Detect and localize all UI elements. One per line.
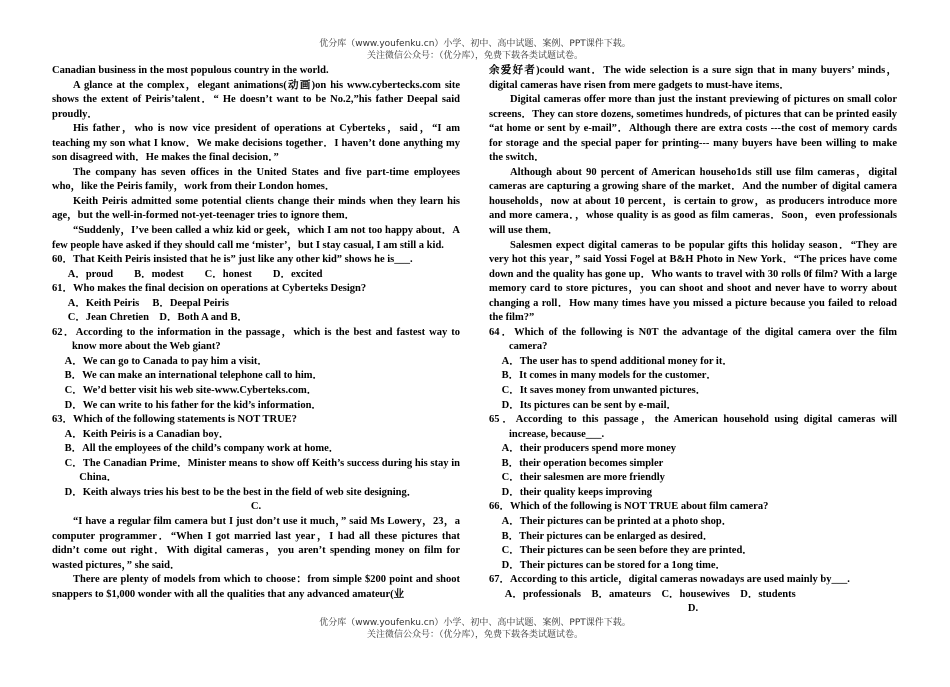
question-65-option-a: A．their producers spend more money <box>501 443 677 455</box>
passage-c-paragraph-3: Digital cameras offer more than just the instant previewing of pictures on small color screens．They can store dozens, sometimes hundreds, of pictures that can be printed easily “at home or sent by e-mail”．Although there are extra costs ---the cost of memory cards for storage and the special paper for printing--- many buyers have been willing to make the switch． <box>489 94 897 164</box>
passage-c-paragraph-1: “I have a regular film camera but I just don’t use it much，” said Ms Lowery，23，a computer programmer．“When I got married last year，I had all these pictures that didn’t come out right．With digital cameras，you aren’t spending money on film for wasted pictures，” she said． <box>52 515 460 571</box>
passage-b-paragraph-2: A glance at the complex，elegant animations(动画)on his www.cybertecks.com site shows the extent of Peiris’talent．“ He doesn’t want to be No.2,”his father Deepal said proudly． <box>52 79 460 120</box>
question-61: 61．Who makes the final decision on operations at Cyberteks Design? <box>52 283 367 295</box>
header-line-2: 关注微信公众号：（优分库），免费下载各类试题试卷。 <box>366 51 583 61</box>
question-62: 62．According to the information in the passage，which is the best and fastest way to know more about the Web giant? <box>52 326 460 353</box>
right-column <box>489 64 897 617</box>
passage-c-paragraph-2: There are plenty of models from which to choose：from simple $200 point and shoot snappers to $1,000 wonder with all the qualities that any advanced amateur(业 <box>52 574 460 600</box>
question-62-option-b: B．We can make an international telephone call to him． <box>64 370 324 382</box>
question-64-option-c: C．It saves money from unwanted pictures． <box>501 385 707 397</box>
question-66-option-d: D．Their pictures can be stored for a 1ong time． <box>501 559 726 571</box>
question-63-option-b: B．All the employees of the child’s company work at home． <box>64 443 340 455</box>
passage-c-paragraph-4: Although about 90 percent of American househo1ds still use film cameras，digital cameras are capturing a growing share of the market．And the number of digital camera households，now at about 10 percent，is certain to grow，as producers introduce more and more camera．，whose quality is as good as film cameras．Soon，even professionals will use them． <box>489 166 897 237</box>
passage-b-paragraph-3: His father，who is now vice president of operations at Cyberteks，said，“I am teaching my son what I know．We make decisions together．I haven’t done anything my son disagreed with．He makes the final decision．” <box>52 123 460 164</box>
question-63-option-d: D．Keith always tries his best to be the best in the field of web site designing． <box>64 486 418 498</box>
question-63-option-c: C．The Canadian Prime．Minister means to show off Keith’s success during his stay in China． <box>64 457 460 484</box>
question-62-option-a: A．We can go to Canada to pay him a visit． <box>64 355 268 367</box>
question-65-option-b: B．their operation becomes simpler <box>501 457 664 469</box>
question-66-option-c: C．Their pictures can be seen before they are printed． <box>501 545 753 557</box>
passage-b-paragraph-6: “Suddenly，I’ve been called a whiz kid or geek，which I am not too happy about．A few people have asked if they should call me ‘mister’，but I stay casual, I am still a kid. <box>52 225 460 251</box>
question-62-option-c: C．We’d better visit his web site-www.Cyberteks.com． <box>64 385 318 397</box>
passage-c-paragraph-5: Salesmen expect digital cameras to be popular gifts this holiday season．“They are very hot this year，” said Yossi Fogel at B&H Photo in New York．“The prices have come down and the quality has gone up．Who wants to travel with 30 rolls 0f film? With a large memory card to store pictures，you can shoot and shoot and never have to worry about changing a roll．How many times have you missed a picture because you failed to reload the film?” <box>489 239 897 324</box>
question-62-option-d: D．We can write to his father for the kid’s information． <box>64 399 322 411</box>
footer-line-1: 优分库（www.youfenku.cn）小学、初中、高中试题、案例、PPT课件下载。 <box>319 618 631 628</box>
question-65: 65．According to this passage，the American household using digital cameras will increase, because___. <box>489 414 897 440</box>
question-65-option-d: D．their quality keeps improving <box>501 486 653 498</box>
question-65-option-c: C．their salesmen are more friendly <box>501 472 665 484</box>
question-60: 60．That Keith Peiris insisted that he is” just like any other kid” shows he is___. <box>52 254 413 266</box>
question-67: 67．According to this article，digital cameras nowadays are used mainly by___. <box>489 574 850 586</box>
header-line-1: 优分库（www.youfenku.cn）小学、初中、高中试题、案例、PPT课件下载。 <box>319 39 631 49</box>
passage-b-paragraph-1: Canadian business in the most populous country in the world. <box>52 65 329 76</box>
question-64-option-a: A．The user has to spend additional money for it． <box>501 355 733 367</box>
footer-line-2: 关注微信公众号：（优分库），免费下载各类试题试卷。 <box>366 630 583 640</box>
question-66: 66．Which of the following is NOT TRUE about film camera? <box>489 501 769 513</box>
passage-b-paragraph-4: The company has seven offices in the United States and five part-time employees who，like the Peiris family，work from their London homes． <box>52 166 460 193</box>
question-63-option-a: A．Keith Peiris is a Canadian boy． <box>64 428 230 440</box>
section-d-heading: D. <box>687 603 699 615</box>
question-64: 64．Which of the following is N0T the advantage of the digital camera over the film camera? <box>489 326 897 353</box>
section-c-heading: C. <box>250 501 262 513</box>
question-61-options-row-2: C．Jean Chretien D．Both A and B． <box>67 312 248 324</box>
page-header <box>0 38 950 62</box>
passage-b-paragraph-5: Keith Peiris admitted some potential clients change their minds when they learn his age，but the well-in-formed not-yet-teenager tries to ignore them． <box>52 195 460 222</box>
question-64-option-b: B．It comes in many models for the customer． <box>501 370 717 382</box>
left-column <box>52 64 460 602</box>
question-67-options: A．professionals B．amateurs C．housewives D．students <box>504 588 796 600</box>
question-61-options-row-1: A．Keith Peiris B．Deepal Peiris <box>67 297 230 309</box>
question-60-options: A．proud B．modest C．honest D．excited <box>67 268 323 280</box>
question-66-option-b: B．Their pictures can be enlarged as desired． <box>501 530 714 542</box>
question-64-option-d: D．Its pictures can be sent by e-mail． <box>501 399 677 411</box>
question-66-option-a: A．Their pictures can be printed at a photo shop． <box>501 515 733 527</box>
page-footer <box>0 617 950 641</box>
question-63: 63．Which of the following statements is NOT TRUE? <box>52 414 297 426</box>
passage-c-paragraph-2-continued: 余爱好者)could want．The wide selection is a sure sign that in many buyers’ minds，digital cameras have risen from mere gadgets to must-have items． <box>489 65 897 91</box>
